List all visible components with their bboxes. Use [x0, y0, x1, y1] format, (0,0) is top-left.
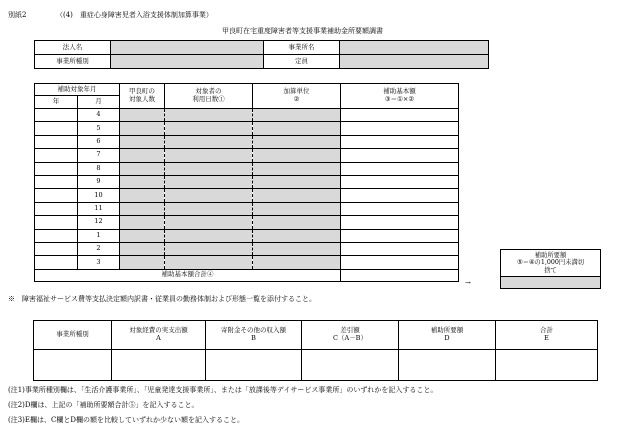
month-row [35, 135, 459, 148]
month-row [35, 122, 459, 135]
persons-cell[interactable] [120, 216, 165, 229]
donation-income-header: 寄附金その他の収入額 B [206, 321, 302, 350]
required-amount-field[interactable] [501, 277, 601, 289]
form-number: 別紙2 [8, 11, 27, 19]
corp-name-label: 法人名 [35, 41, 111, 55]
capacity-field[interactable] [340, 55, 489, 69]
base-cell[interactable] [341, 256, 459, 269]
difference-field[interactable] [302, 350, 399, 381]
days-cell[interactable] [165, 229, 253, 242]
base-cell[interactable] [341, 229, 459, 242]
base-cell[interactable] [341, 122, 459, 135]
monthly-table [34, 83, 459, 282]
year-cell[interactable] [35, 202, 78, 215]
info-table [34, 40, 489, 69]
month-cell: 9 [78, 175, 120, 188]
days-cell[interactable] [165, 256, 253, 269]
total-label: 補助基本額合計④ [35, 269, 341, 281]
month-cell: 4 [78, 109, 120, 122]
month-row [35, 149, 459, 162]
unit-cell[interactable] [253, 242, 341, 255]
month-row [35, 256, 459, 269]
month-cell: 1 [78, 229, 120, 242]
capacity-label: 定員 [264, 55, 340, 69]
unit-cell[interactable] [253, 256, 341, 269]
unit-cell[interactable] [253, 189, 341, 202]
base-cell[interactable] [341, 162, 459, 175]
donation-income-field[interactable] [206, 350, 302, 381]
note-2: (注2)D欄は、上記の「補助所要額合計⑤」を記入すること。 [8, 401, 199, 409]
persons-cell[interactable] [120, 122, 165, 135]
year-cell[interactable] [35, 122, 78, 135]
base-cell[interactable] [341, 149, 459, 162]
persons-header: 甲良町の 対象人数 [120, 84, 165, 109]
persons-cell[interactable] [120, 189, 165, 202]
required-amount-field[interactable] [399, 350, 496, 381]
persons-cell[interactable] [120, 256, 165, 269]
office-type-field[interactable] [34, 350, 112, 381]
year-cell[interactable] [35, 216, 78, 229]
actual-expense-field[interactable] [112, 350, 206, 381]
note-3: (注3)E欄は、C欄とD欄の額を比較していずれか少ない額を記入すること。 [8, 416, 244, 424]
base-cell[interactable] [341, 242, 459, 255]
year-header: 年 [35, 96, 78, 109]
month-cell: 8 [78, 162, 120, 175]
month-row [35, 162, 459, 175]
base-header: 補助基本額 ③＝①×② [341, 84, 459, 109]
persons-cell[interactable] [120, 109, 165, 122]
unit-cell[interactable] [253, 109, 341, 122]
persons-cell[interactable] [120, 202, 165, 215]
month-cell: 10 [78, 189, 120, 202]
month-cell: 5 [78, 122, 120, 135]
required-amount-table [500, 249, 601, 289]
month-row [35, 202, 459, 215]
unit-cell[interactable] [253, 162, 341, 175]
unit-cell[interactable] [253, 175, 341, 188]
summary-table [33, 320, 598, 381]
unit-cell[interactable] [253, 229, 341, 242]
month-header: 月 [78, 96, 120, 109]
month-row [35, 229, 459, 242]
year-cell[interactable] [35, 229, 78, 242]
days-header: 対象者の 利用日数① [165, 84, 253, 109]
attachment-note: ※ 障害福祉サービス費等支払決定額内訳書・従業員の勤務体制および形態一覧を添付すること。 [8, 295, 316, 303]
note-1: (注1)事業所種別欄は、「生活介護事業所」、「児童発達支援事業所」、または「放課後等デイサービス事業所」のいずれかを記入すること。 [8, 386, 438, 394]
office-name-field[interactable] [340, 41, 489, 55]
base-cell[interactable] [341, 175, 459, 188]
month-cell: 3 [78, 256, 120, 269]
year-cell[interactable] [35, 135, 78, 148]
days-cell[interactable] [165, 189, 253, 202]
office-type-header: 事業所種別 [34, 321, 112, 350]
period-header: 補助対象年月 [35, 84, 120, 96]
base-cell[interactable] [341, 189, 459, 202]
days-cell[interactable] [165, 162, 253, 175]
month-cell: 7 [78, 149, 120, 162]
year-cell[interactable] [35, 242, 78, 255]
base-cell[interactable] [341, 216, 459, 229]
total-value[interactable] [341, 269, 459, 281]
month-row [35, 109, 459, 122]
persons-cell[interactable] [120, 162, 165, 175]
month-row [35, 189, 459, 202]
persons-cell[interactable] [120, 149, 165, 162]
year-cell[interactable] [35, 256, 78, 269]
actual-expense-header: 対象経費の実支出額 A [112, 321, 206, 350]
days-cell[interactable] [165, 135, 253, 148]
persons-cell[interactable] [120, 229, 165, 242]
days-cell[interactable] [165, 149, 253, 162]
unit-cell[interactable] [253, 135, 341, 148]
base-cell[interactable] [341, 202, 459, 215]
unit-cell[interactable] [253, 122, 341, 135]
month-row [35, 175, 459, 188]
office-type-label: 事業所種別 [35, 55, 111, 69]
total-header: 合計 E [496, 321, 598, 350]
month-cell: 6 [78, 135, 120, 148]
difference-header: 差引額 C（A－B） [302, 321, 399, 350]
unit-cell[interactable] [253, 202, 341, 215]
year-cell[interactable] [35, 149, 78, 162]
base-cell[interactable] [341, 109, 459, 122]
document-title: 甲良町在宅重度障害者等支援事業補助金所要額調書 [222, 27, 383, 35]
unit-header: 加算単位 ② [253, 84, 341, 109]
unit-cell[interactable] [253, 216, 341, 229]
days-cell[interactable] [165, 109, 253, 122]
days-cell[interactable] [165, 242, 253, 255]
year-cell[interactable] [35, 175, 78, 188]
month-cell: 2 [78, 242, 120, 255]
office-name-label: 事業所名 [264, 41, 340, 55]
days-cell[interactable] [165, 202, 253, 215]
month-cell: 12 [78, 216, 120, 229]
corp-name-field[interactable] [111, 41, 264, 55]
month-row [35, 216, 459, 229]
year-cell[interactable] [35, 162, 78, 175]
days-cell[interactable] [165, 122, 253, 135]
section-title: （(4) 重症心身障害児者入浴支援体制加算事業） [56, 11, 213, 19]
arrow: → [465, 279, 471, 287]
days-cell[interactable] [165, 216, 253, 229]
days-cell[interactable] [165, 175, 253, 188]
base-cell[interactable] [341, 135, 459, 148]
total-field[interactable] [496, 350, 598, 381]
year-cell[interactable] [35, 189, 78, 202]
persons-cell[interactable] [120, 135, 165, 148]
month-cell: 11 [78, 202, 120, 215]
required-amount-header: 補助所要額 D [399, 321, 496, 350]
month-row [35, 242, 459, 255]
persons-cell[interactable] [120, 175, 165, 188]
year-cell[interactable] [35, 109, 78, 122]
persons-cell[interactable] [120, 242, 165, 255]
required-amount-label: 補助所要額 ⑤＝④の1,000円未満切 捨て [501, 250, 601, 277]
unit-cell[interactable] [253, 149, 341, 162]
office-type-field[interactable] [111, 55, 264, 69]
